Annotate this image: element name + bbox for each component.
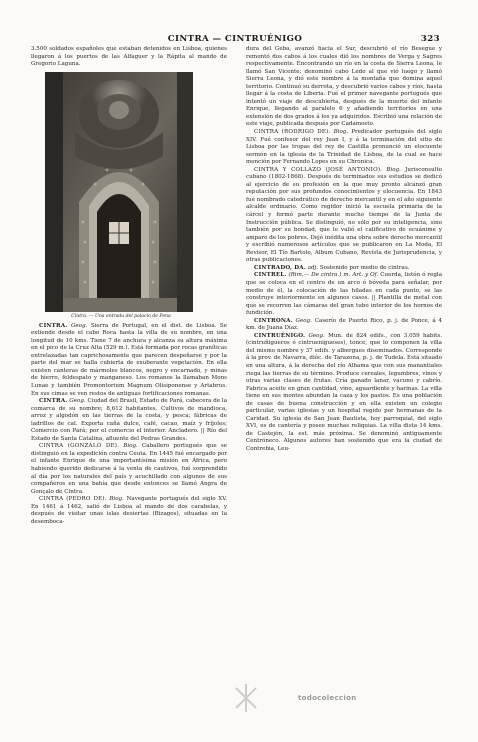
intro-paragraph: 3.500 soldados españoles que estaban detenidos en Lisboa, quienes llegaron á los puertos de las Alfaguer y la Rápita al mando de Gregorio Laguna. bbox=[31, 46, 227, 68]
continuation-paragraph: dura del Geba, avanzó hacia el Sur, descubrió el río Besegue y remontó dos cabos á los cuales dió los nombres de Verga y Sagres respectivamente. Encontrando un río en la costa de Sierra Leona, le llamó San Vicente; denominó cabo Ledo al que vió luego y llamó Sierra Leona, y dió este nombre á la montaña que domina aquel territorio. Continuó su derrota, y descubrió varios cabos y ríos, hasta llegar á la costa de Liberia. Fué el primer navegante portugués que intentó un viaje de descubierta, después de la muerte del infante Enrique, llegando al paralelo 6 y añadiendo territorios en una extensión de dos grados á los ya adquiridos. Escribió una relación de este viaje, publicada después por Cadamosto. bbox=[246, 46, 442, 128]
entry-cintrel: CINTREL. (Rim.— De cintra.) m. Art. y Of. Cuerda, listón ó regla que se coloca en el centro de un arco ó bóveda para señalar, por medio de él, la colocación de las hiladas en cada punto, se las construye interiormente en algunos casos. || Plantilla de metal con que se recorren las cámaras del gran tubo interior de los hornos de fundición. bbox=[246, 272, 443, 317]
palace-entrance-photo bbox=[45, 72, 193, 312]
entry-cintruenigo: CINTRUÉNIGO. Geog. Mun. de 824 edifs., con 3,059 habits. (cintruñigueros ó cintruenigueses), tonce, que lo componen la villa del mismo nombre y 37 edifs. y albergues diseminados. Corresponde á la prov. de Navarra, dióc. de Tarazona, p. j. de Tudela. Está situado en una altura, á la derecha del río Alhama que con sus manantiales riega las tierras de su término. Produce cereales, legumbres, vinos y otras varias clases de frutas. Cría ganado lanar, vacuno y cabrío. Fabrica aceite en gran cantidad, vino, aguardiente y harinas. La villa tiene en sus montes abundan la caza y los pastos. Es una población de casas de buena construcción y en ella existen un colegio particular, varias iglesias y un hospital regido por hermanas de la Caridad. Su iglesia de San Juan Bautista, hoy parroquial, del siglo XVI, es de cantería y posee muchas reliquias. La villa dista 14 kms. de Castejón, la est. más próxima. Se denominó antiguamente Centróneco. Algunos autores han sostenido que era la ciudad de Contrebia, Leu- bbox=[246, 332, 443, 452]
entry-cintra-gonzalo: CINTRA (GONZALO DE). Biog. Caballero portugués que se distinguió en la expedición contra Ceuta. En 1445 fué encargado por el infante Enrique de una importantísima misión en África, pero habiendo querido dedicarse á la venta de cautivos, fué sorprendido al día por los naturales del país y acuchillado con algunos de sus compañeros en una bahía que desde entonces se llamó Angra de Gonçalo de Cintra. bbox=[31, 443, 227, 495]
entry-cintra-geog: CINTRA. Geog. Sierra de Portugal, en el dist. de Lisboa. Se extiende desde el cabo Roca hasta la villa de su nombre, en una longitud de 10 kms. Tiene 7 de anchura y alcanza su altura máxima en el pico de la Cruz Alta (529 m.). Está formada por rocas graníticas entrelazadas tan caprichosamente que parecen despeñarse y por la parte del mar se halla cubierta de exuberante vegetación. En ella existen canteras de mármoles blancos, negro y encarnado, y minas de hierro, feldespato y manganeso. Los romanos la llamaban Mons Lunae y también Promontorium Magnum Olisiponense y Artabrus. En sus cimas se ven restos de antiguas fortificaciones romanas. bbox=[31, 322, 228, 397]
page-number: 323 bbox=[420, 34, 440, 44]
entry-cintra-collazo: CINTRA Y COLLAZO (JOSÉ ANTONIO). Biog. Jurisconsulto cubano (1802-1868). Después de terminados sus estudios se dedicó al ejercicio de su profesión en la que muy pronto alcanzó gran reputación por sus profundos conocimientos y elocuencia. En 1843 fué nombrado catedrático de derecho mercantil y en el año siguiente alcalde ordinario. Como regidor inició la escuela primaria de la cárcel y formó parte durante mucho tiempo de la Junta de Instrucción pública. Se distinguió, no sólo por su inteligencia, sino también por su bondad, que le valió el calificativo de ecuánime y amparo de los pobres. Dejó inédita una obra sobre derecho mercantil y escribió numerosos artículos que se publicaron en La Moda, El Revisor, El Tío Bartolo, Album Cubano, Revista de Jurisprudencia, y otras publicaciones. bbox=[246, 166, 443, 264]
page-title: CINTRA — CINTRUÉNIGO bbox=[167, 34, 303, 44]
entry-cintrona: CINTRONA. Geog. Caserío de Puerto Rico, p. j. de Ponce, á 4 km. de Juana Díaz. bbox=[246, 317, 442, 332]
right-column bbox=[246, 46, 442, 454]
photo-caption: Cintra. — Una entrada del palacio de Pena bbox=[71, 313, 171, 319]
photo-illustration bbox=[45, 72, 193, 312]
running-head bbox=[30, 34, 440, 46]
entry-cintra-pedro: CINTRA (PEDRO DE). Biog. Navegante portugués del siglo XV. En 1461 á 1462, salió de Lisboa al mando de dos carabelas, y después de visitar unas islas desiertas (Bizagos), situadas en la desemboca- bbox=[31, 496, 228, 525]
left-column bbox=[31, 46, 227, 526]
entry-cintra-brasil: CINTRA. Geog. Ciudad del Brasil, Estado de Pará, cabecera de la comarca de su nombre; 8,612 habitantes. Cultivos de mandioca, arroz y algodón en las tierras de la costa, y pesca; fábricas de ladrillos de cal. Exporta caña dulce, café, cacao, maíz y fríjoles; Comercio con Pará; por el comercio el interior. Ancladero. || Río del Estado de Santa Catalina, afluente del Pedras Grandes. bbox=[31, 398, 228, 442]
entry-cintrado: CINTRADO, DA. adj. Sostenido por medio de cintras. bbox=[254, 264, 410, 271]
entry-cintra-rodrigo: CINTRA (RODRIGO DE). Biog. Predicador portugués del siglo XIV. Fué confesor del rey Juan I, y á la terminación del sitio de Lisboa por las tropas del rey de Castilla pronunció un elocuente sermón en la iglesia de la Trinidad de Lisboa, de la cual se hace mención por Fernando Lopes en su Chronica. bbox=[246, 129, 442, 166]
watermark-text: todocoleccion bbox=[298, 694, 357, 702]
